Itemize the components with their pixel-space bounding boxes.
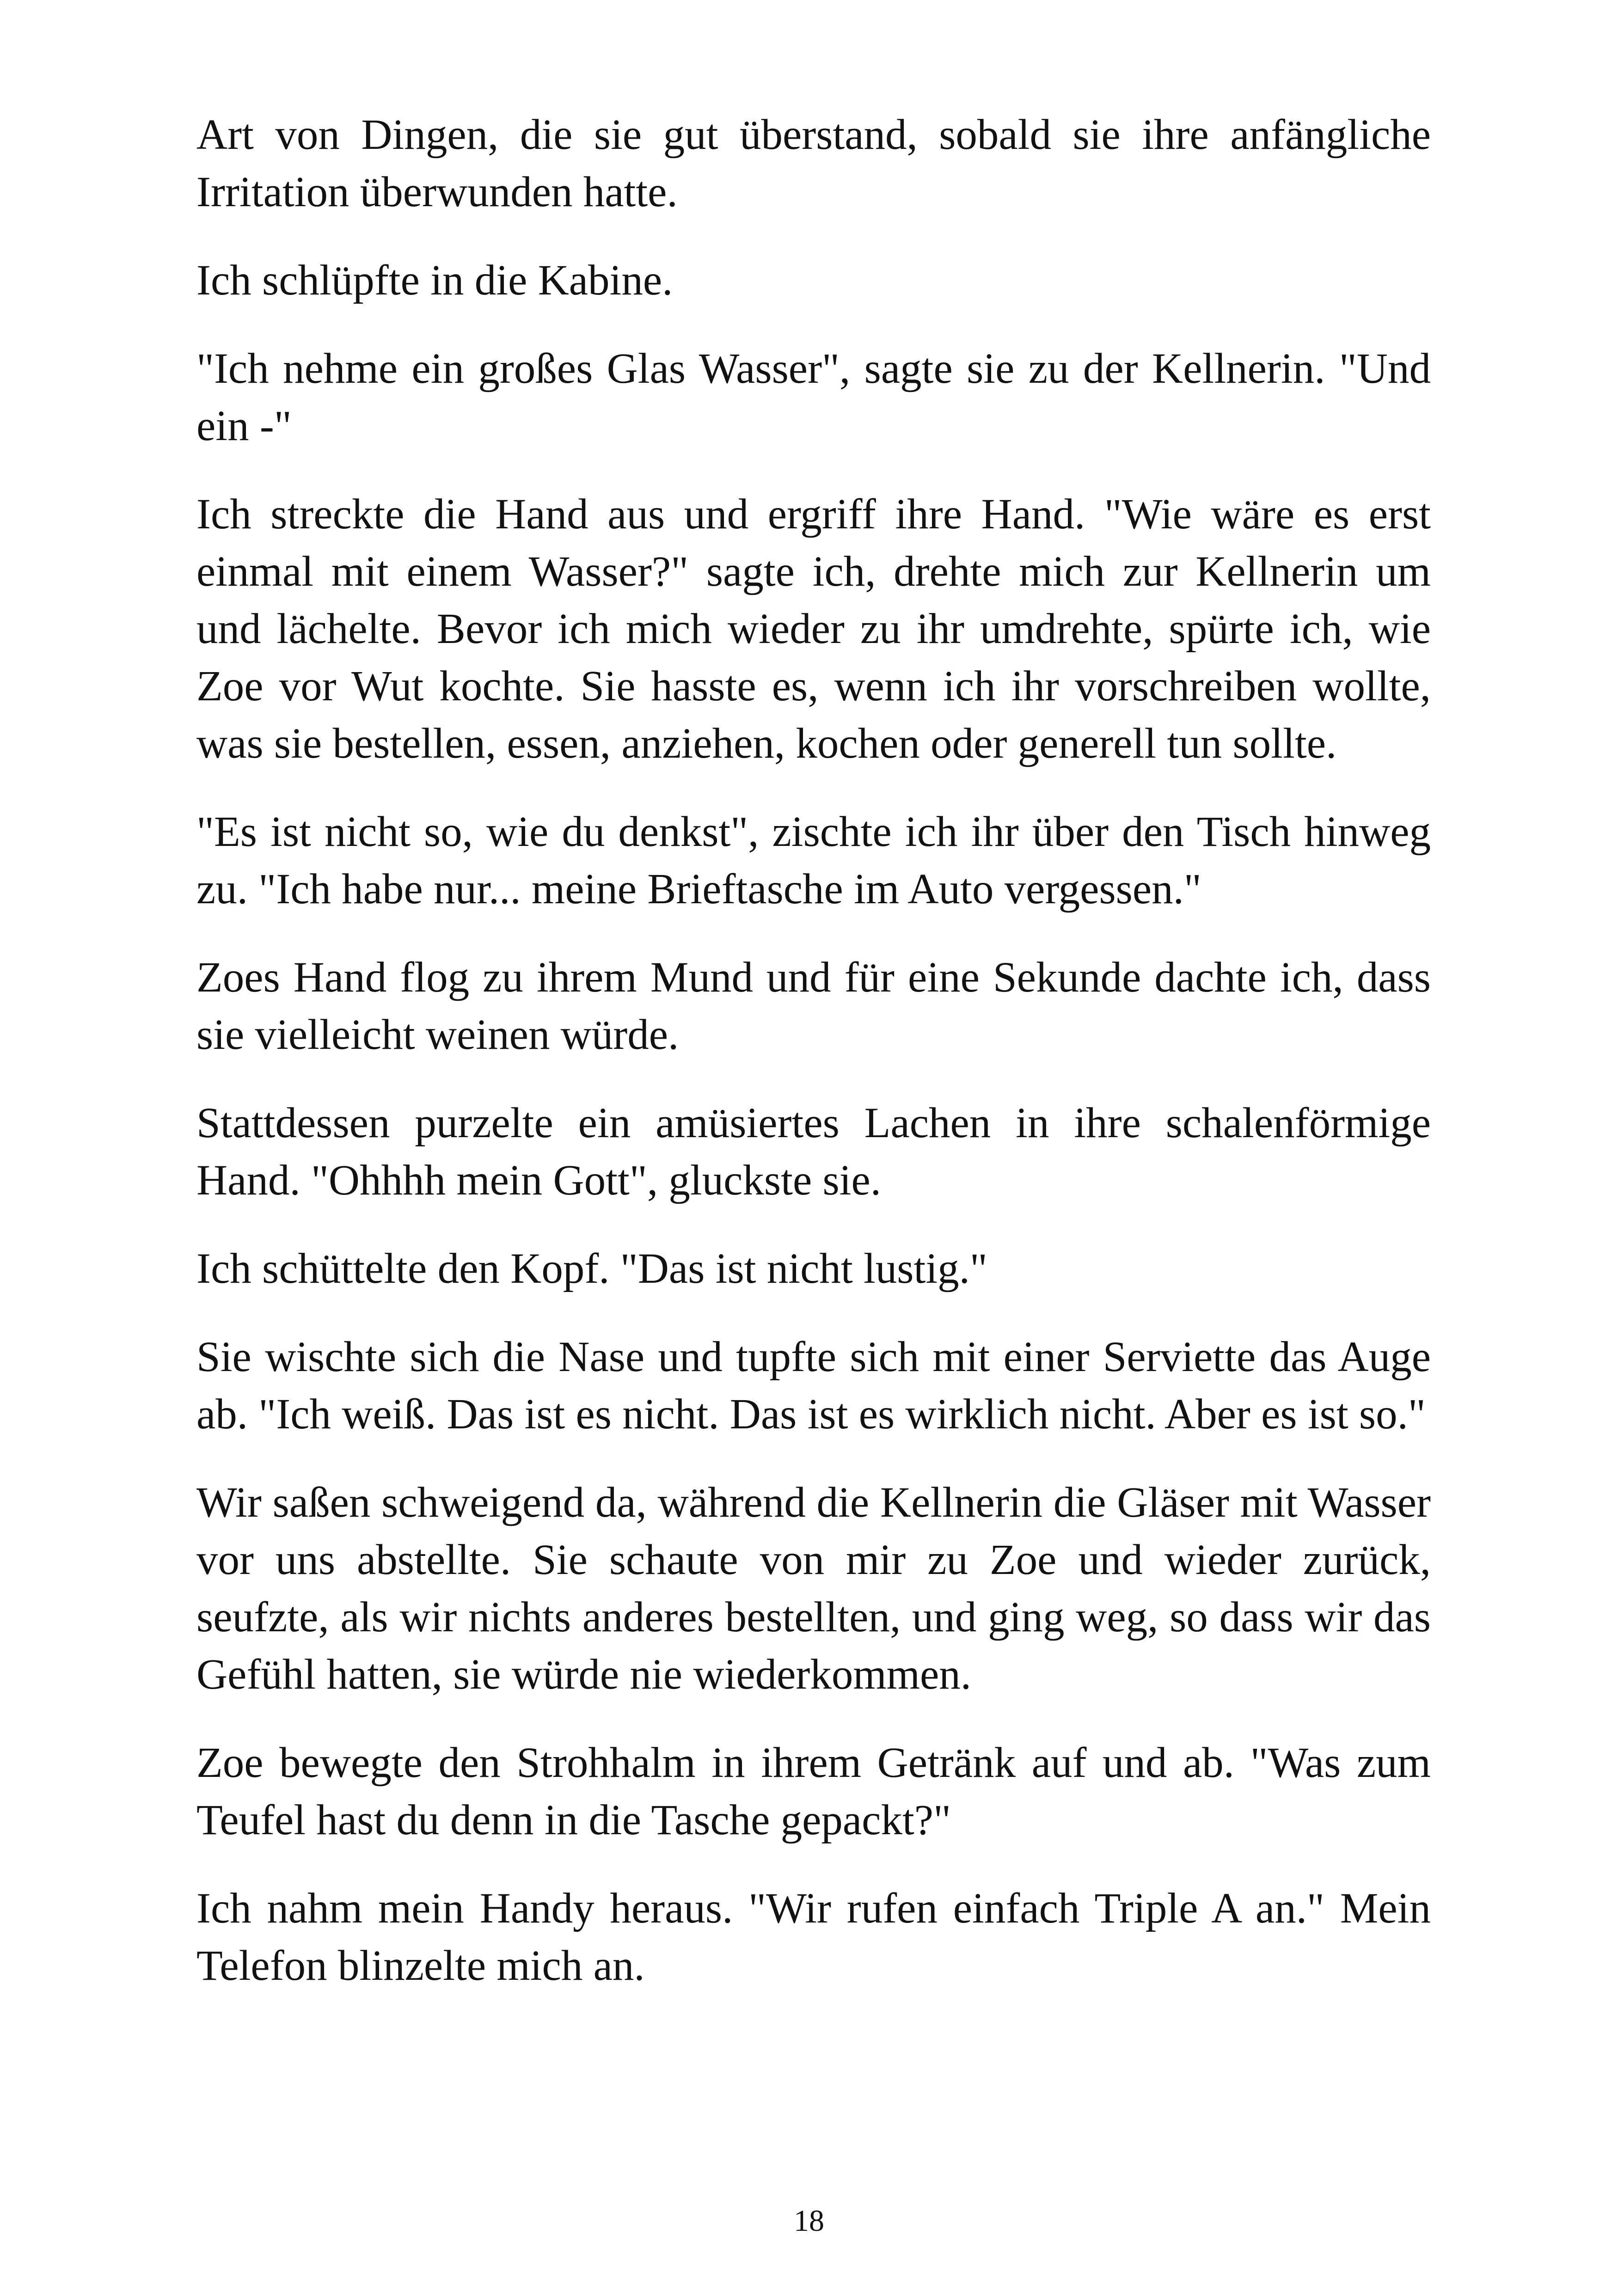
paragraph: Ich nahm mein Handy heraus. "Wir rufen einfach Triple A an." Mein Telefon blinzelte mich an. — [196, 1885, 1431, 1990]
paragraph: "Ich nehme ein großes Glas Wasser", sagte sie zu der Kellnerin. "Und ein -" — [196, 345, 1431, 450]
paragraph: Sie wischte sich die Nase und tupfte sich mit einer Serviette das Auge ab. "Ich weiß. Das ist es nicht. Das ist es wirklich nicht. Aber es ist so." — [196, 1333, 1431, 1438]
paragraph: Ich schüttelte den Kopf. "Das ist nicht lustig." — [196, 1245, 987, 1292]
paragraph: Art von Dingen, die sie gut überstand, sobald sie ihre anfängliche Irritation überwunden hatte. — [196, 111, 1431, 216]
paragraph: Zoe bewegte den Strohhalm in ihrem Getränk auf und ab. "Was zum Teufel hast du denn in die Tasche gepackt?" — [196, 1739, 1431, 1844]
paragraph: Wir saßen schweigend da, während die Kellnerin die Gläser mit Wasser vor uns abstellte. Sie schaute von mir zu Zoe und wieder zurück, seufzte, als wir nichts anderes bestellten, und ging weg, so dass wir das Gefühl hatten, sie würde nie wiederkommen. — [196, 1479, 1431, 1698]
paragraph: Ich streckte die Hand aus und ergriff ihre Hand. "Wie wäre es erst einmal mit einem Wasser?" sagte ich, drehte mich zur Kellnerin um und lächelte. Bevor ich mich wieder zu ihr umdrehte, spürte ich, wie Zoe vor Wut kochte. Sie hasste es, wenn ich ihr vorschreiben wollte, was sie bestellen, essen, anziehen, kochen oder generell tun sollte. — [196, 490, 1431, 767]
paragraph: Zoes Hand flog zu ihrem Mund und für eine Sekunde dachte ich, dass sie vielleicht weinen würde. — [196, 954, 1431, 1059]
body-text — [196, 106, 1431, 2026]
paragraph: Stattdessen purzelte ein amüsiertes Lachen in ihre schalenförmige Hand. "Ohhhh mein Gott", gluckste sie. — [196, 1099, 1431, 1204]
paragraph: "Es ist nicht so, wie du denkst", zischte ich ihr über den Tisch hinweg zu. "Ich habe nur... meine Brieftasche im Auto vergessen." — [196, 808, 1431, 913]
paragraph: Ich schlüpfte in die Kabine. — [196, 257, 673, 304]
page-number: 18 — [794, 2204, 824, 2238]
